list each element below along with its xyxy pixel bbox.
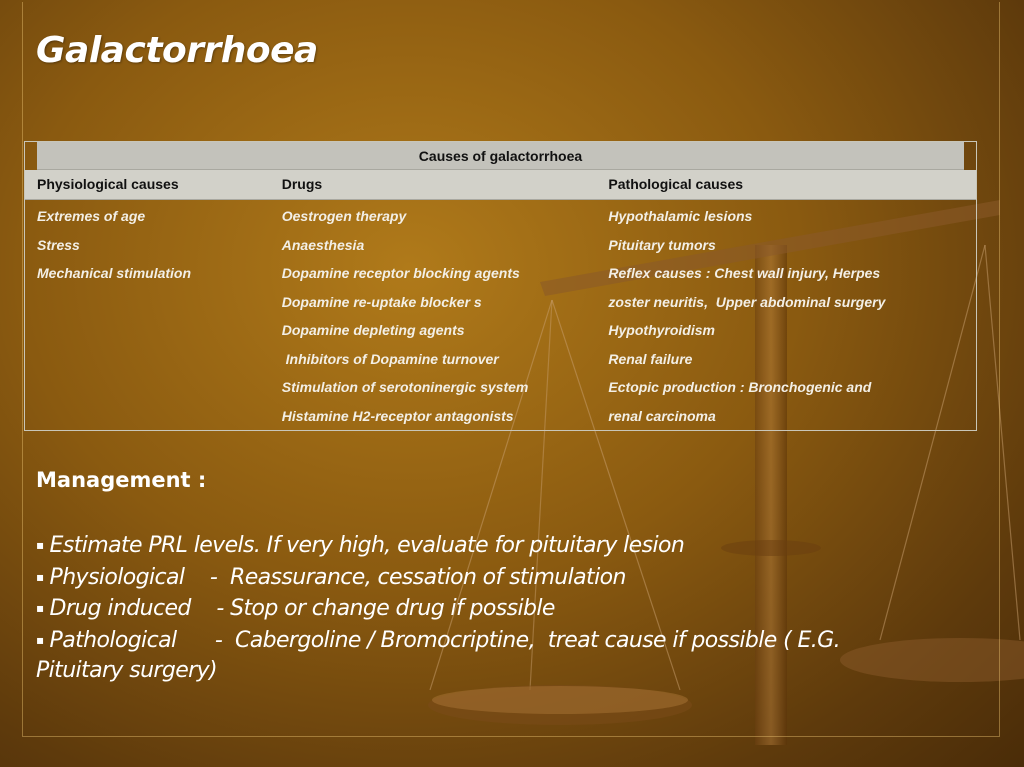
list-item-text: Pathological - Cabergoline / Bromocriptine, treat cause if possible ( E.G. bbox=[49, 627, 841, 653]
table-cell: renal carcinoma bbox=[608, 407, 716, 424]
table-cell: Pituitary tumors bbox=[608, 236, 716, 253]
list-item-text: Estimate PRL levels. If very high, evaluate for pituitary lesion bbox=[49, 533, 685, 558]
table-caption: Causes of galactorrhoea bbox=[37, 142, 964, 170]
bullet-icon: ▪ bbox=[36, 538, 44, 552]
table-cell: Stimulation of serotoninergic system bbox=[281, 379, 529, 395]
management-heading: Management : bbox=[36, 468, 207, 492]
table-cell: Dopamine depleting agents bbox=[281, 322, 465, 338]
bullet-icon: ▪ bbox=[36, 569, 44, 584]
table-cell: Reflex causes : Chest wall injury, Herpes bbox=[608, 265, 881, 281]
table-cell: Oestrogen therapy bbox=[281, 208, 407, 224]
bullet-icon: ▪ bbox=[36, 632, 44, 647]
list-item bbox=[36, 530, 976, 562]
physiological-causes-column bbox=[25, 200, 270, 430]
slide-title: Galactorrhoea bbox=[36, 30, 318, 71]
header-pathological: Pathological causes bbox=[608, 176, 744, 192]
header-drugs: Drugs bbox=[281, 176, 323, 192]
management-list bbox=[36, 530, 976, 687]
list-item-text: Drug induced - Stop or change drug if possible bbox=[49, 596, 555, 621]
list-item bbox=[36, 593, 976, 625]
list-item-continuation: Pituitary surgery) bbox=[36, 658, 218, 683]
table-body bbox=[25, 200, 976, 430]
table-cell: Dopamine re-uptake blocker s bbox=[281, 293, 482, 310]
table-cell: Ectopic production : Bronchogenic and bbox=[608, 379, 872, 395]
drugs-column bbox=[270, 200, 597, 430]
table-cell: Inhibitors of Dopamine turnover bbox=[281, 350, 499, 367]
table-cell: Hypothalamic lesions bbox=[608, 208, 753, 224]
header-physiological: Physiological causes bbox=[37, 176, 179, 192]
list-item bbox=[36, 562, 976, 594]
table-cell: Anaesthesia bbox=[281, 236, 365, 253]
table-cell: Histamine H2-receptor antagonists bbox=[281, 407, 514, 424]
pathological-causes-column bbox=[596, 200, 976, 430]
table-cell: Mechanical stimulation bbox=[37, 265, 192, 281]
table-header-row bbox=[25, 170, 976, 200]
table-cell: Extremes of age bbox=[37, 208, 146, 224]
table-cell: zoster neuritis, Upper abdominal surgery bbox=[608, 293, 886, 310]
table-cell: Dopamine receptor blocking agents bbox=[281, 265, 520, 281]
bullet-icon: ▪ bbox=[36, 601, 44, 615]
table-cell: Stress bbox=[37, 236, 80, 253]
list-item-text: Physiological - Reassurance, cessation of stimulation bbox=[49, 564, 626, 590]
list-item bbox=[36, 625, 976, 657]
table-cell: Renal failure bbox=[608, 350, 693, 367]
table-cell: Hypothyroidism bbox=[608, 322, 715, 338]
causes-table bbox=[24, 141, 977, 431]
